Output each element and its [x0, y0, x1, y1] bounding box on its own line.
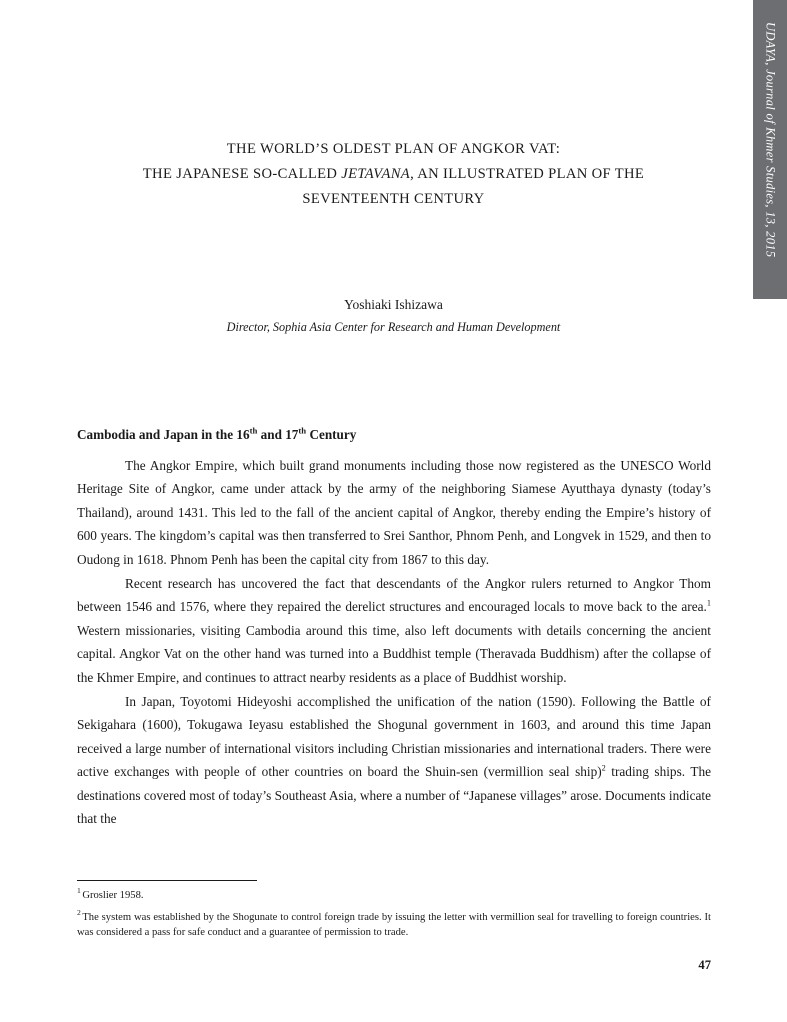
- paragraph: [77, 690, 711, 830]
- footnote-ref-1[interactable]: 1: [706, 599, 711, 609]
- paragraph-text-cont: Western missionaries, visiting Cambodia around this time, also left documents with details concerning the ancient capital. Angkor Vat on the other hand was turned into a Buddhist temple (Theravada Buddhism) after the collapse of the Khmer Empire, and continues to attract nearby residents as a place of Buddhist worship.: [77, 622, 711, 685]
- footnote-text: The system was established by the Shogunate to control foreign trade by issuing the letter with vermillion seal for travelling to foreign countries. It was considered a pass for safe conduct and a guarantee of permission to trade.: [77, 911, 711, 938]
- author-affiliation: Director, Sophia Asia Center for Research and Human Development: [226, 320, 561, 334]
- journal-side-banner: [753, 0, 787, 299]
- section-heading: [77, 426, 711, 444]
- section-heading-part2: and 17: [257, 427, 299, 442]
- article-title: [77, 137, 710, 212]
- title-line-3: SEVENTEENTH CENTURY: [302, 191, 485, 207]
- article-body: [77, 426, 711, 832]
- footnote-separator-rule: [77, 880, 257, 881]
- footnote-marker: 1: [77, 886, 81, 896]
- footnote-item: [77, 907, 711, 941]
- paragraph-text-cont: trading ships. The destinations covered most of today’s Southeast Asia, where a number of “Japanese villages” arose. Documents indicate that the: [77, 764, 712, 827]
- journal-banner-text: UDAYA, Journal of Khmer Studies, 13, 2015: [763, 22, 778, 258]
- title-line-2-after: , AN ILLUSTRATED PLAN OF THE: [410, 166, 645, 182]
- footnote-ref-2[interactable]: 2: [601, 763, 606, 773]
- paragraph: [77, 572, 711, 689]
- section-heading-part1: Cambodia and Japan in the 16: [77, 427, 250, 442]
- author-name: Yoshiaki Ishizawa: [344, 297, 443, 312]
- section-heading-sup1: th: [249, 425, 258, 436]
- title-line-2: [77, 162, 710, 187]
- title-line-2-italic: JETAVANA: [341, 166, 411, 182]
- title-line-1: THE WORLD’S OLDEST PLAN OF ANGKOR VAT:: [226, 141, 561, 157]
- paragraph-text: In Japan, Toyotomi Hideyoshi accomplished the unification of the nation (1590). Following the Battle of Sekigahara (1600), Tokugawa Ieyasu established the Shogunal government in 1603, and around this time Japan received a large number of international visitors including Christian missionaries and international traders. There were active exchanges with people of other countries on board the Shuin-sen (vermillion seal ship): [77, 694, 711, 780]
- footnote-text: Groslier 1958.: [82, 890, 144, 901]
- footnotes-section: [77, 880, 711, 947]
- page-number: 47: [698, 958, 711, 972]
- footnote-item: [77, 888, 711, 904]
- section-heading-part3: Century: [306, 427, 357, 442]
- author-block: [77, 294, 710, 338]
- paragraph: The Angkor Empire, which built grand monuments including those now registered as the UNESCO World Heritage Site of Angkor, came under attack by the army of the neighboring Siamese Ayutthaya dynasty (today’s Thailand), around 1431. This led to the fall of the ancient capital of Angkor, thereby ending the Empire’s history of 600 years. The kingdom’s capital was then transferred to Srei Santhor, Phnom Penh, and Longvek in 1529, and then to Oudong in 1618. Phnom Penh has been the capital city from 1867 to this day.: [77, 458, 711, 567]
- section-heading-sup2: th: [298, 425, 307, 436]
- paragraph-text: Recent research has uncovered the fact that descendants of the Angkor rulers returned to Angkor Thom between 1546 and 1576, where they repaired the derelict structures and encouraged locals to move back to the area.: [77, 576, 711, 615]
- footnote-marker: 2: [77, 907, 81, 917]
- title-line-2-before: THE JAPANESE SO-CALLED: [142, 166, 342, 182]
